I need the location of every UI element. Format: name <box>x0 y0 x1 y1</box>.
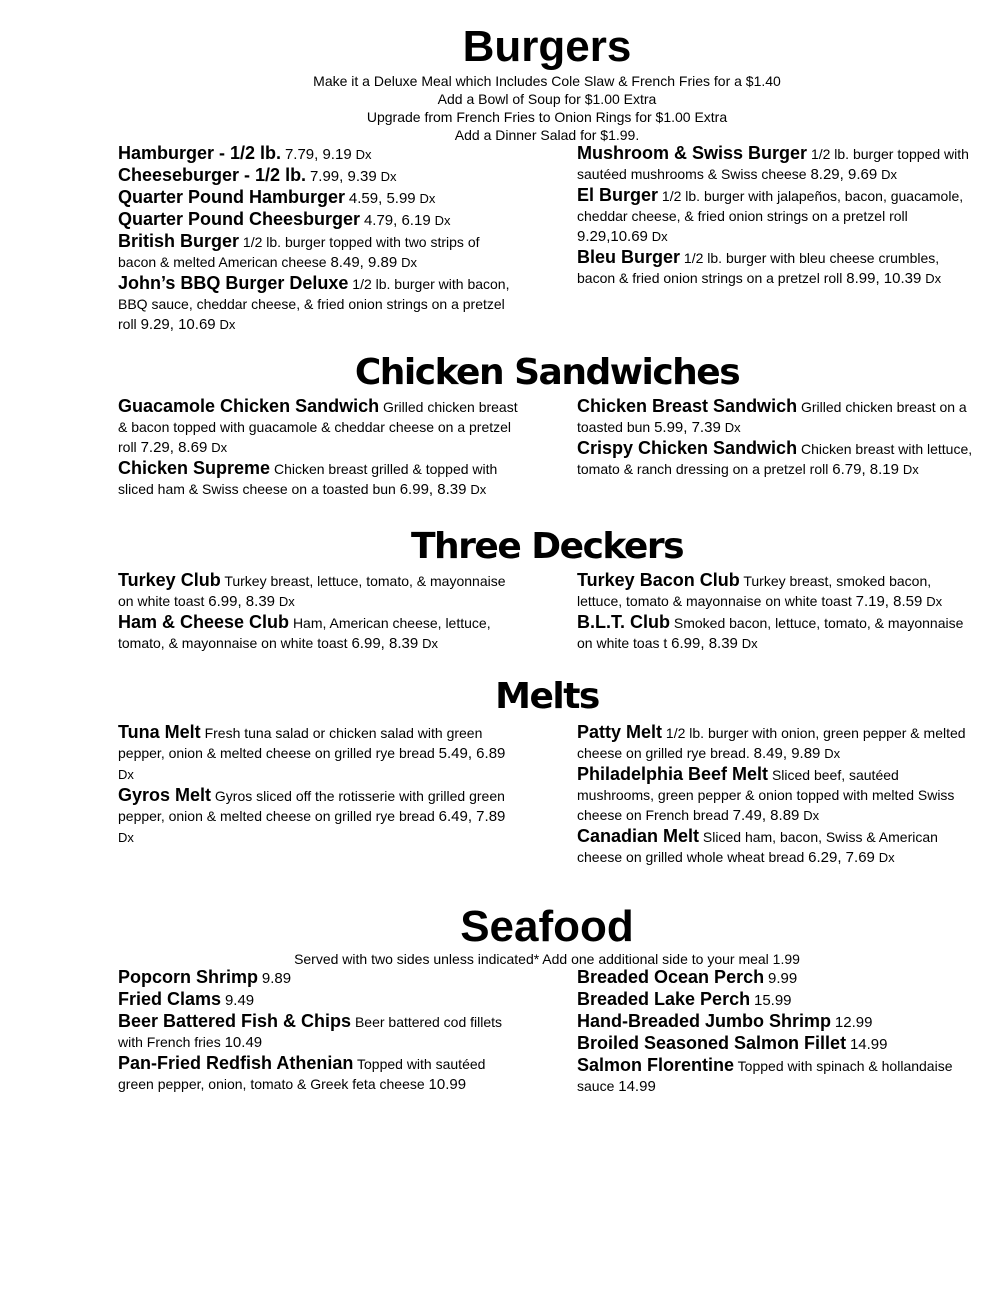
menu-item-deluxe-tag: Dx <box>355 147 372 162</box>
melts-left-column <box>118 722 518 848</box>
menu-item-name: Hand-Breaded Jumbo Shrimp <box>577 1011 832 1031</box>
menu-item-description: Smoked bacon, lettuce, tomato, & mayonnaise on white toas t <box>577 615 964 651</box>
menu-item-price: 7.49, 8.89 <box>732 807 800 824</box>
menu-item-name: Canadian Melt <box>577 826 700 846</box>
menu-item-price: 8.49, 9.89 <box>753 745 821 762</box>
menu-item-name: Pan-Fried Redfish Athenian <box>118 1053 354 1073</box>
menu-item-price: 9.99 <box>767 970 798 987</box>
menu-item-price: 6.79, 8.19 <box>832 461 899 478</box>
menu-item <box>577 438 977 480</box>
burgers-left-column <box>118 143 518 335</box>
menu-item-deluxe-tag: Dx <box>926 594 943 609</box>
menu-item-name: Turkey Club <box>118 570 221 590</box>
menu-item-description: Sliced ham, bacon, Swiss & American cheese on grilled whole wheat bread <box>577 829 938 865</box>
menu-item <box>118 396 518 458</box>
menu-item-price: 9.49 <box>224 992 255 1009</box>
menu-item-name: Patty Melt <box>577 722 663 742</box>
menu-item-deluxe-tag: Dx <box>278 594 295 609</box>
menu-item-name: Fried Clams <box>118 989 222 1009</box>
menu-item-name: Broiled Seasoned Salmon Fillet <box>577 1033 847 1053</box>
menu-item-deluxe-tag: Dx <box>881 167 897 182</box>
menu-item-description: 1/2 lb. burger topped with two strips of bacon & melted American cheese <box>118 234 480 270</box>
menu-item-name: Bleu Burger <box>577 247 681 267</box>
menu-item-name: Beer Battered Fish & Chips <box>118 1011 352 1031</box>
menu-item-deluxe-tag: Dx <box>651 229 668 244</box>
menu-item-price: 6.99, 8.39 <box>351 635 419 652</box>
menu-item-deluxe-tag: Dx <box>434 213 451 228</box>
burgers-title: Burgers <box>462 22 632 71</box>
chicken-title: Chicken Sandwiches <box>354 352 740 393</box>
menu-item <box>577 247 977 289</box>
menu-item-description: Fresh tuna salad or chicken salad with green pepper, onion & melted cheese on grilled rye bread <box>118 725 483 761</box>
burgers-note: Add a Bowl of Soup for $1.00 Extra <box>437 91 657 107</box>
menu-item <box>118 612 518 654</box>
menu-item-price: 15.99 <box>753 992 792 1009</box>
menu-item <box>577 185 977 247</box>
menu-item-name: B.L.T. Club <box>577 612 670 632</box>
menu-item-price: 6.29, 7.69 <box>808 849 875 866</box>
burgers-note: Add a Dinner Salad for $1.99. <box>454 127 640 143</box>
menu-item-name: Chicken Supreme <box>118 458 271 478</box>
menu-item <box>577 143 977 185</box>
menu-item-price: 9.89 <box>261 970 292 987</box>
menu-item-price: 6.99, 8.39 <box>208 593 276 610</box>
menu-item-deluxe-tag: Dx <box>219 317 236 332</box>
menu-item-deluxe-tag: Dx <box>118 830 134 845</box>
menu-item <box>118 165 518 187</box>
menu-item-price: 7.19, 8.59 <box>855 593 923 610</box>
menu-item <box>577 612 977 654</box>
chicken-left-column <box>118 396 518 500</box>
menu-item-name: Hamburger - 1/2 lb. <box>118 143 282 163</box>
menu-item-deluxe-tag: Dx <box>470 482 487 497</box>
menu-item-name: Quarter Pound Hamburger <box>118 187 346 207</box>
menu-item-description: Ham, American cheese, lettuce, tomato, & mayonnaise on white toast <box>118 615 491 651</box>
menu-item-price: 6.99, 8.39 <box>671 635 738 652</box>
menu-item-deluxe-tag: Dx <box>824 746 841 761</box>
menu-item-price: 5.99, 7.39 <box>654 419 721 436</box>
menu-item-name: Quarter Pound Cheesburger <box>118 209 361 229</box>
menu-item <box>118 231 518 273</box>
menu-item-name: Gyros Melt <box>118 785 212 805</box>
menu-item-name: Philadelphia Beef Melt <box>577 764 769 784</box>
menu-item <box>118 722 518 785</box>
menu-item <box>118 143 518 165</box>
menu-item-description: Chicken breast grilled & topped with sliced ham & Swiss cheese on a toasted bun <box>118 461 498 497</box>
menu-item-deluxe-tag: Dx <box>741 636 758 651</box>
menu-item-deluxe-tag: Dx <box>902 462 919 477</box>
menu-item-price: 4.79, 6.19 <box>363 212 431 229</box>
menu-item-description: Topped with sautéed green pepper, onion, tomato & Greek feta cheese <box>118 1056 486 1092</box>
menu-item-description: Topped with spinach & hollandaise sauce <box>577 1058 953 1094</box>
menu-item-deluxe-tag: Dx <box>724 420 741 435</box>
menu-item-description: Sliced beef, sautéed mushrooms, green pepper & onion topped with melted Swiss cheese on French bread <box>577 767 955 823</box>
menu-item-price: 10.49 <box>224 1034 263 1051</box>
menu-item-description: Chicken breast with lettuce, tomato & ranch dressing on a pretzel roll <box>577 441 973 477</box>
menu-item <box>118 458 518 500</box>
menu-item-name: Crispy Chicken Sandwich <box>577 438 798 458</box>
menu-item <box>118 989 518 1011</box>
seafood-left-column <box>118 967 518 1095</box>
melts-right-column <box>577 722 977 868</box>
menu-item-price: 9.29, 10.69 <box>140 316 216 333</box>
menu-item-name: Breaded Ocean Perch <box>577 967 765 987</box>
menu-item-deluxe-tag: Dx <box>419 191 436 206</box>
menu-item-price: 8.29, 9.69 <box>810 166 878 183</box>
menu-item-name: Tuna Melt <box>118 722 201 742</box>
menu-item-description: 1/2 lb. burger topped with sautéed mushrooms & Swiss cheese <box>577 146 969 182</box>
menu-item-price: 8.49, 9.89 <box>330 254 398 271</box>
menu-item-deluxe-tag: Dx <box>380 169 397 184</box>
menu-item <box>577 967 977 989</box>
menu-item-description: 1/2 lb. burger with bleu cheese crumbles, bacon & fried onion strings on a pretzel roll <box>577 250 940 286</box>
deckers-right-column <box>577 570 977 654</box>
menu-item <box>577 570 977 612</box>
deckers-title: Three Deckers <box>410 526 683 567</box>
menu-item-price: 9.29,10.69 <box>577 228 648 245</box>
menu-item-description: 1/2 lb. burger with onion, green pepper & melted cheese on grilled rye bread. <box>577 725 966 761</box>
burgers-right-column <box>577 143 977 289</box>
menu-item <box>118 187 518 209</box>
menu-item <box>118 570 518 612</box>
menu-item-description: Turkey breast, smoked bacon, lettuce, tomato & mayonnaise on white toast <box>577 573 932 609</box>
menu-item-deluxe-tag: Dx <box>401 255 417 270</box>
menu-item-name: Turkey Bacon Club <box>577 570 740 590</box>
menu-item-name: Salmon Florentine <box>577 1055 735 1075</box>
menu-item-name: Chicken Breast Sandwich <box>577 396 798 416</box>
menu-item-price: 5.49, 6.89 <box>438 745 506 762</box>
menu-item <box>118 1053 518 1095</box>
menu-item-description: 1/2 lb. burger with jalapeños, bacon, guacamole, cheddar cheese, & fried onion strings on a pretzel roll <box>577 188 964 224</box>
menu-item <box>118 967 518 989</box>
menu-item <box>118 273 518 335</box>
menu-item-price: 10.99 <box>428 1076 467 1093</box>
menu-item-name: Popcorn Shrimp <box>118 967 259 987</box>
menu-item <box>118 785 518 848</box>
menu-item <box>118 1011 518 1053</box>
menu-item <box>577 826 977 868</box>
menu-item-name: Breaded Lake Perch <box>577 989 751 1009</box>
burgers-note: Upgrade from French Fries to Onion Rings for $1.00 Extra <box>366 109 728 125</box>
menu-item <box>577 722 977 764</box>
menu-item-description: Turkey breast, lettuce, tomato, & mayonnaise on white toast <box>118 573 506 609</box>
menu-item-description: Grilled chicken breast & bacon topped with guacamole & cheddar cheese on a pretzel roll <box>118 399 518 455</box>
menu-item-price: 14.99 <box>618 1078 656 1095</box>
menu-item-deluxe-tag: Dx <box>422 636 438 651</box>
menu-item-name: British Burger <box>118 231 240 251</box>
menu-item-deluxe-tag: Dx <box>211 440 228 455</box>
menu-item-price: 4.59, 5.99 <box>348 190 416 207</box>
menu-item-price: 7.79, 9.19 <box>284 146 352 163</box>
melts-title: Melts <box>495 676 599 717</box>
menu-item-price: 12.99 <box>834 1014 873 1031</box>
menu-item <box>118 209 518 231</box>
menu-item-description: 1/2 lb. burger with bacon, BBQ sauce, cheddar cheese, & fried onion strings on a pretzel roll <box>118 276 510 332</box>
menu-item-name: John’s BBQ Burger Deluxe <box>118 273 349 293</box>
menu-item-description: Grilled chicken breast on a toasted bun <box>577 399 967 435</box>
menu-item-price: 6.99, 8.39 <box>399 481 467 498</box>
menu-item-deluxe-tag: Dx <box>118 767 134 782</box>
chicken-right-column <box>577 396 977 480</box>
menu-item-price: 7.29, 8.69 <box>140 439 208 456</box>
menu-item <box>577 764 977 826</box>
menu-item-name: El Burger <box>577 185 659 205</box>
menu-item-price: 6.49, 7.89 <box>438 808 506 825</box>
menu-item-name: Mushroom & Swiss Burger <box>577 143 808 163</box>
deckers-left-column <box>118 570 518 654</box>
seafood-title: Seafood <box>460 902 634 951</box>
menu-item-price: 8.99, 10.39 <box>846 270 922 287</box>
menu-item-deluxe-tag: Dx <box>803 808 820 823</box>
menu-item <box>577 1033 977 1055</box>
menu-item <box>577 396 977 438</box>
menu-item-price: 7.99, 9.39 <box>309 168 377 185</box>
menu-item <box>577 1011 977 1033</box>
menu-item-description: Gyros sliced off the rotisserie with grilled green pepper, onion & melted cheese on grilled rye bread <box>118 788 505 824</box>
seafood-right-column <box>577 967 977 1097</box>
menu-item-deluxe-tag: Dx <box>925 271 942 286</box>
seafood-note: Served with two sides unless indicated* Add one additional side to your meal 1.99 <box>294 951 800 967</box>
menu-item-description: Beer battered cod fillets with French fries <box>118 1014 503 1050</box>
menu-item-name: Ham & Cheese Club <box>118 612 290 632</box>
menu-item-name: Cheeseburger - 1/2 lb. <box>118 165 307 185</box>
menu-item-name: Guacamole Chicken Sandwich <box>118 396 380 416</box>
menu-item-deluxe-tag: Dx <box>878 850 895 865</box>
burgers-note: Make it a Deluxe Meal which Includes Cole Slaw & French Fries for a $1.40 <box>313 73 781 89</box>
menu-item <box>577 989 977 1011</box>
menu-item-price: 14.99 <box>849 1036 888 1053</box>
menu-item <box>577 1055 977 1097</box>
